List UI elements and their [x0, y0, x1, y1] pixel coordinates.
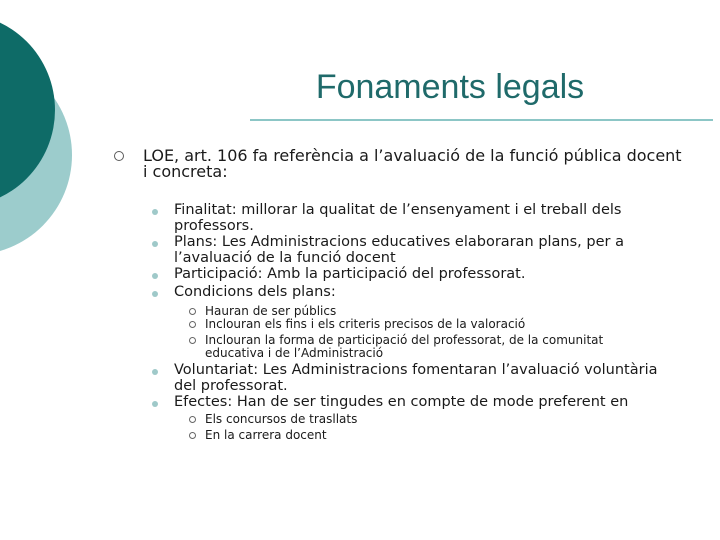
item-text: : Amb la participació del professorat.: [257, 266, 526, 282]
item-text: : Les Administracions fomentaran l’avaluació voluntària del professorat.: [174, 362, 658, 394]
bullet-icon: [152, 273, 158, 279]
slide-title: Fonaments legals: [315, 68, 585, 106]
condition-item: Inclouran la forma de participació del professorat, de la comunitat educativa i de l’Administració: [205, 333, 604, 360]
item-term: Finalitat: [174, 202, 232, 218]
item-efectes: [174, 395, 664, 411]
bullet-icon: [152, 241, 158, 247]
item-text: :: [330, 284, 336, 300]
decorative-circles: [0, 0, 90, 320]
bullet-icon: [152, 291, 158, 297]
item-condicions: [174, 285, 664, 301]
item-term: Condicions dels plans: [174, 284, 331, 300]
item-finalitat: [174, 203, 664, 234]
effect-item: En la carrera docent: [205, 428, 327, 442]
effect-item: Els concursos de trasllats: [205, 412, 358, 426]
condition-item: Inclouran els fins i els criteris precisos de la valoració: [205, 317, 526, 331]
item-term: Efectes: [174, 394, 228, 410]
level1-bullet-icon: [114, 151, 124, 161]
title-divider: [250, 119, 713, 121]
item-term: Participació: [174, 266, 258, 282]
sub-bullet-icon: [189, 321, 196, 328]
item-participacio: [174, 267, 664, 283]
sub-bullet-icon: [189, 432, 196, 439]
sub-bullet-icon: [189, 337, 196, 344]
level1-text: LOE, art. 106 fa referència a l’avaluació de la funció pública docent i concreta:: [143, 146, 682, 181]
condition-item: Hauran de ser públics: [205, 304, 337, 318]
item-plans: [174, 235, 664, 266]
bullet-icon: [152, 209, 158, 215]
bullet-icon: [152, 369, 158, 375]
item-term: Plans: [174, 234, 213, 250]
bullet-icon: [152, 401, 158, 407]
item-text: : Les Administracions educatives elaboraran plans, per a l’avaluació de la funció docent: [174, 234, 624, 266]
sub-bullet-icon: [189, 416, 196, 423]
item-term: Voluntariat: [174, 362, 254, 378]
item-voluntariat: [174, 363, 664, 394]
sub-bullet-icon: [189, 308, 196, 315]
item-text: : millorar la qualitat de l’ensenyament i el treball dels professors.: [174, 202, 622, 234]
item-text: : Han de ser tingudes en compte de mode preferent en: [227, 394, 629, 410]
